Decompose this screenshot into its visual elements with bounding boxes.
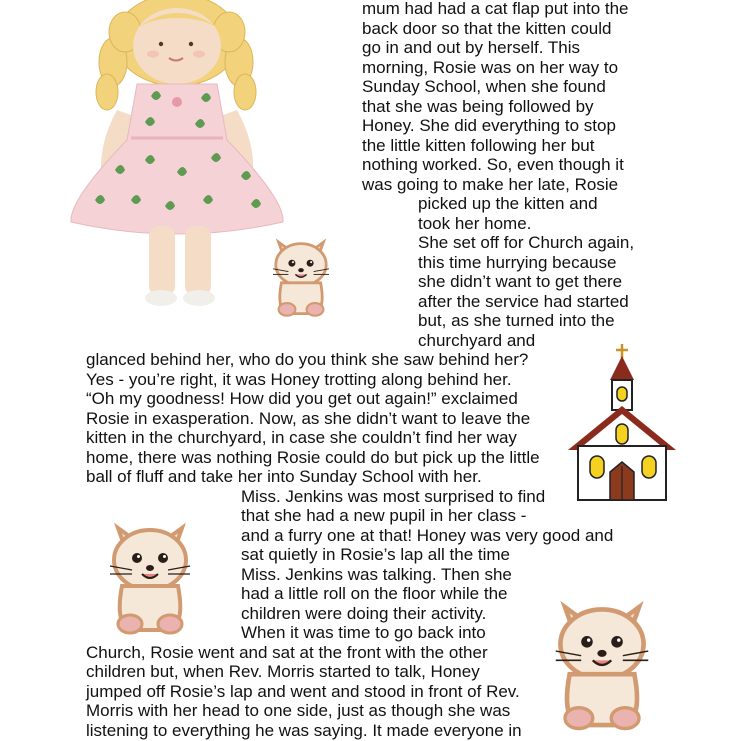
story-line: Miss. Jenkins was talking. Then she <box>241 565 512 584</box>
story-line: that she had a new pupil in her class - <box>241 506 527 525</box>
story-line: Rosie in exasperation. Now, as she didn’t want to leave the <box>86 409 531 428</box>
story-line: this time hurrying because <box>418 253 617 272</box>
story-line: Sunday School, when she found <box>362 77 606 96</box>
story-line: was going to make her late, Rosie <box>362 175 619 194</box>
story-line: mum had had a cat flap put into the <box>362 0 629 18</box>
story-line: When it was time to go back into <box>241 623 486 642</box>
story-line: children were doing their activity. <box>241 604 487 623</box>
story-line: but, as she turned into the <box>418 311 615 330</box>
story-line: jumped off Rosie’s lap and went and stood in front of Rev. <box>86 682 520 701</box>
story-line: the little kitten following her but <box>362 136 595 155</box>
story-line: that she was being followed by <box>362 97 594 116</box>
story-line: she didn’t want to get there <box>418 272 623 291</box>
story-line: morning, Rosie was on her way to <box>362 58 619 77</box>
church-illustration <box>566 342 678 502</box>
story-line: home, there was nothing Rosie could do but pick up the little <box>86 448 540 467</box>
story-line: “Oh my goodness! How did you get out again!” exclaimed <box>86 389 518 408</box>
story-line: Honey. She did everything to stop <box>362 116 616 135</box>
story-line: picked up the kitten and <box>418 194 598 213</box>
kitten-illustration-small <box>266 228 336 318</box>
story-line: and a furry one at that! Honey was very good and <box>241 526 614 545</box>
story-line: Yes - you’re right, it was Honey trotting along behind her. <box>86 370 512 389</box>
story-line: nothing worked. So, even though it <box>362 155 624 174</box>
story-line: Church, Rosie went and sat at the front with the other <box>86 643 488 662</box>
story-line: kitten in the churchyard, in case she couldn’t find her way <box>86 428 517 447</box>
story-line: glanced behind her, who do you think she saw behind her? <box>86 350 529 369</box>
story-line: churchyard and <box>418 331 536 350</box>
story-line: She set off for Church again, <box>418 233 635 252</box>
story-line: took her home. <box>418 214 532 233</box>
story-line: ball of fluff and take her into Sunday School with her. <box>86 467 482 486</box>
story-line: had a little roll on the floor while the <box>241 584 508 603</box>
story-line: sat quietly in Rosie’s lap all the time <box>241 545 510 564</box>
story-line: back door so that the kitten could <box>362 19 612 38</box>
story-line: listening to everything he was saying. It made everyone in <box>86 721 522 740</box>
rag-doll-illustration <box>55 0 300 315</box>
story-line: go in and out by herself. This <box>362 38 580 57</box>
story-line: after the service had started <box>418 292 629 311</box>
story-line: children but, when Rev. Morris started to talk, Honey <box>86 662 480 681</box>
story-line: Miss. Jenkins was most surprised to find <box>241 487 546 506</box>
kitten-illustration-medium <box>100 506 200 638</box>
kitten-illustration-large <box>544 584 660 732</box>
story-line: Morris with her head to one side, just as though she was <box>86 701 511 720</box>
